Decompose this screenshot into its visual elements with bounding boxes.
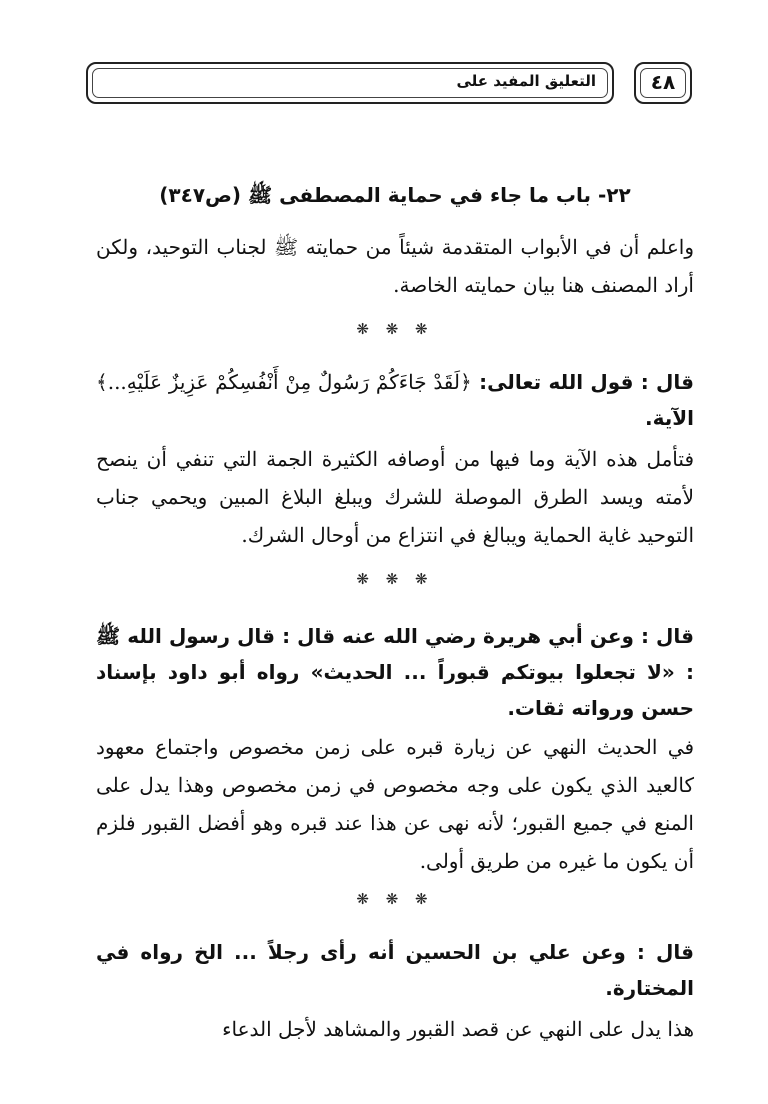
quote-1-label: قال : قول الله تعالى:	[471, 370, 695, 394]
section-intro: واعلم أن في الأبواب المتقدمة شيئاً من حمايته ﷺ لجناب التوحيد، ولكن أراد المصنف هنا بيان حمايته الخاصة.	[96, 235, 694, 297]
quote-3: قال : وعن علي بن الحسين أنه رأى رجلاً ... الخ رواه في المختارة.	[96, 940, 694, 1000]
commentary-3: هذا يدل على النهي عن قصد القبور والمشاهد لأجل الدعاء	[222, 1017, 694, 1041]
quote-2: قال : وعن أبي هريرة رضي الله عنه قال : قال رسول الله ﷺ : «لا تجعلوا بيوتكم قبوراً ... الحديث» رواه أبو داود بإسناد حسن ورواته ثقات.	[96, 624, 694, 720]
page-header	[86, 62, 694, 106]
page-number-frame	[634, 62, 692, 104]
running-title-frame	[86, 62, 614, 104]
quote-1-verse: ﴿لَقَدْ جَاءَكُمْ رَسُولٌ مِنْ أَنْفُسِكُمْ عَزِيزٌ عَلَيْهِ...﴾	[96, 370, 472, 394]
commentary-2: في الحديث النهي عن زيارة قبره على زمن مخصوص واجتماع معهود كالعيد الذي يكون على وجه مخصوص في زمن مخصوص وهذا يدل على المنع في جميع القبور؛ لأنه نهى عن هذا عند قبره وهو أفضل القبور فلزم أن يكون ما غيره من طريق أولى.	[96, 735, 694, 873]
separator-2: ❋ ❋ ❋	[356, 570, 434, 588]
quote-1	[96, 364, 694, 436]
running-title: التعليق المفيد على	[456, 72, 596, 90]
commentary-1: فتأمل هذه الآية وما فيها من أوصافه الكثيرة الجمة التي تنفي أن ينصح لأمته ويسد الطرق الموصلة للشرك ويبلغ البلاغ المبين ويحمي جناب التوحيد غاية الحماية ويبالغ في انتزاع من أوحال الشرك.	[96, 447, 694, 547]
page-number: ٤٨	[650, 70, 676, 94]
separator-3: ❋ ❋ ❋	[356, 890, 434, 908]
section-heading: ٢٢- باب ما جاء في حماية المصطفى ﷺ (ص٣٤٧)	[159, 183, 631, 207]
quote-1-tail: الآية.	[645, 406, 694, 430]
separator-1: ❋ ❋ ❋	[356, 320, 434, 338]
